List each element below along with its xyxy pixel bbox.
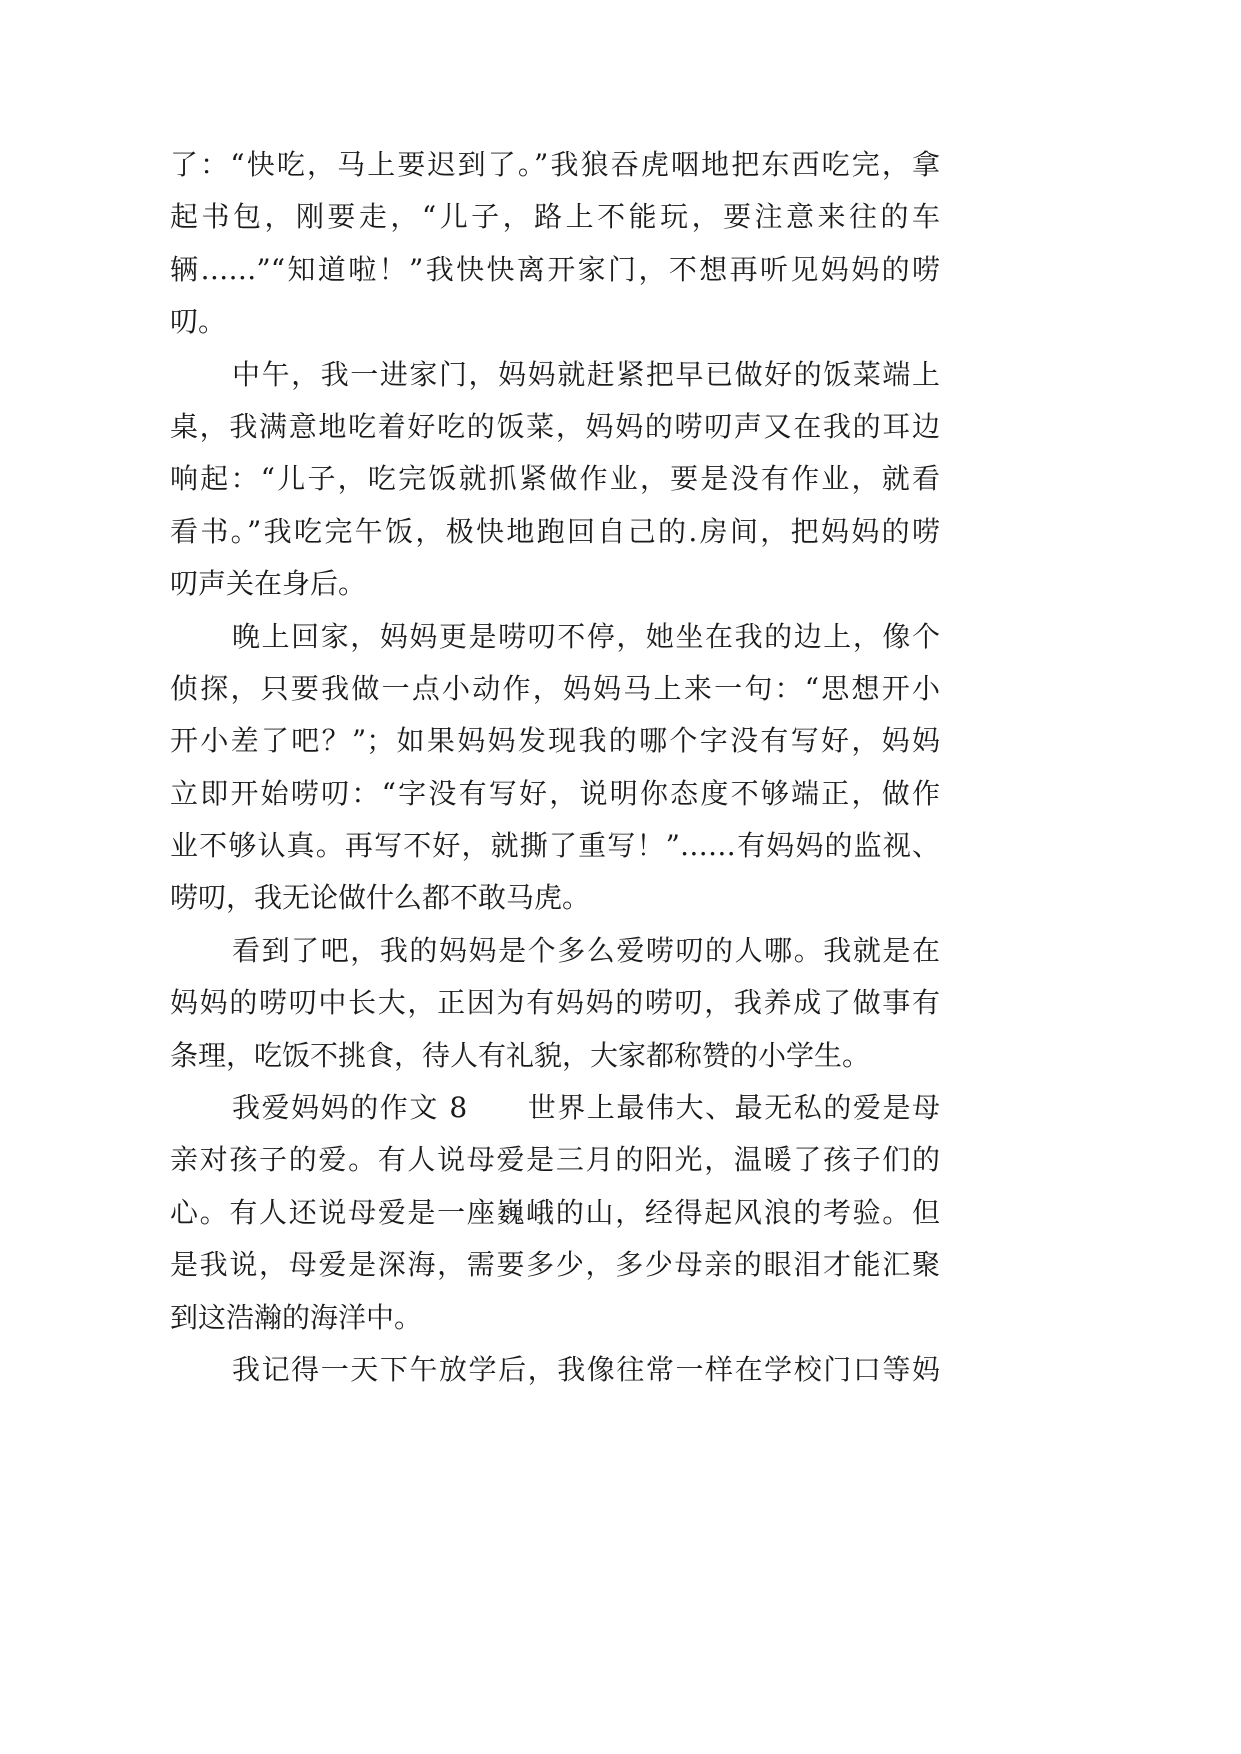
text-line: 叨。 xyxy=(170,305,227,339)
text-line: 开小差了吧？”；如果妈妈发现我的哪个字没有写好，妈妈 xyxy=(170,724,940,758)
paragraph xyxy=(170,1344,940,1396)
text-line: 是我说，母爱是深海，需要多少，多少母亲的眼泪才能汇聚 xyxy=(170,1248,940,1282)
paragraph xyxy=(170,139,940,349)
text-line: 亲对孩子的爱。有人说母爱是三月的阳光，温暖了孩子们的 xyxy=(170,1143,940,1177)
text-line: 看到了吧，我的妈妈是个多么爱唠叨的人哪。我就是在 xyxy=(232,933,940,967)
text-line: 桌，我满意地吃着好吃的饭菜，妈妈的唠叨声又在我的耳边 xyxy=(170,409,940,443)
text-line: 唠叨，我无论做什么都不敢马虎。 xyxy=(170,881,591,915)
document-body xyxy=(170,139,940,1396)
text-line: 起书包，刚要走，“儿子，路上不能玩，要注意来往的车 xyxy=(170,200,940,234)
text-line: 叨声关在身后。 xyxy=(170,567,367,601)
text-line: 条理，吃饭不挑食，待人有礼貌，大家都称赞的小学生。 xyxy=(170,1038,871,1072)
text-line: 妈妈的唠叨中长大，正因为有妈妈的唠叨，我养成了做事有 xyxy=(170,986,940,1020)
text-line: 侦探，只要我做一点小动作，妈妈马上来一句：“思想开小 xyxy=(170,671,940,705)
text-line: 到这浩瀚的海洋中。 xyxy=(170,1300,423,1334)
paragraph xyxy=(170,349,940,611)
text-line: 我爱妈妈的作文 8 世界上最伟大、最无私的爱是母 xyxy=(232,1091,940,1125)
text-line: 中午，我一进家门，妈妈就赶紧把早已做好的饭菜端上 xyxy=(232,357,940,391)
paragraph xyxy=(170,925,940,1082)
text-line: 晚上回家，妈妈更是唠叨不停，她坐在我的边上，像个 xyxy=(232,619,940,653)
text-line: 看书。”我吃完午饭，极快地跑回自己的.房间，把妈妈的唠 xyxy=(170,514,940,548)
text-line: 辆……”“知道啦！”我快快离开家门，不想再听见妈妈的唠 xyxy=(170,252,940,286)
text-line: 响起：“儿子，吃完饭就抓紧做作业，要是没有作业，就看 xyxy=(170,462,940,496)
text-line: 心。有人还说母爱是一座巍峨的山，经得起风浪的考验。但 xyxy=(170,1195,940,1229)
text-line: 了：“快吃，马上要迟到了。”我狼吞虎咽地把东西吃完，拿 xyxy=(170,148,940,181)
paragraph xyxy=(170,611,940,925)
text-line: 我记得一天下午放学后，我像往常一样在学校门口等妈 xyxy=(232,1352,940,1386)
text-line: 业不够认真。再写不好，就撕了重写！”……有妈妈的监视、 xyxy=(170,829,940,863)
paragraph xyxy=(170,1082,940,1344)
text-line: 立即开始唠叨：“字没有写好，说明你态度不够端正，做作 xyxy=(170,776,940,810)
